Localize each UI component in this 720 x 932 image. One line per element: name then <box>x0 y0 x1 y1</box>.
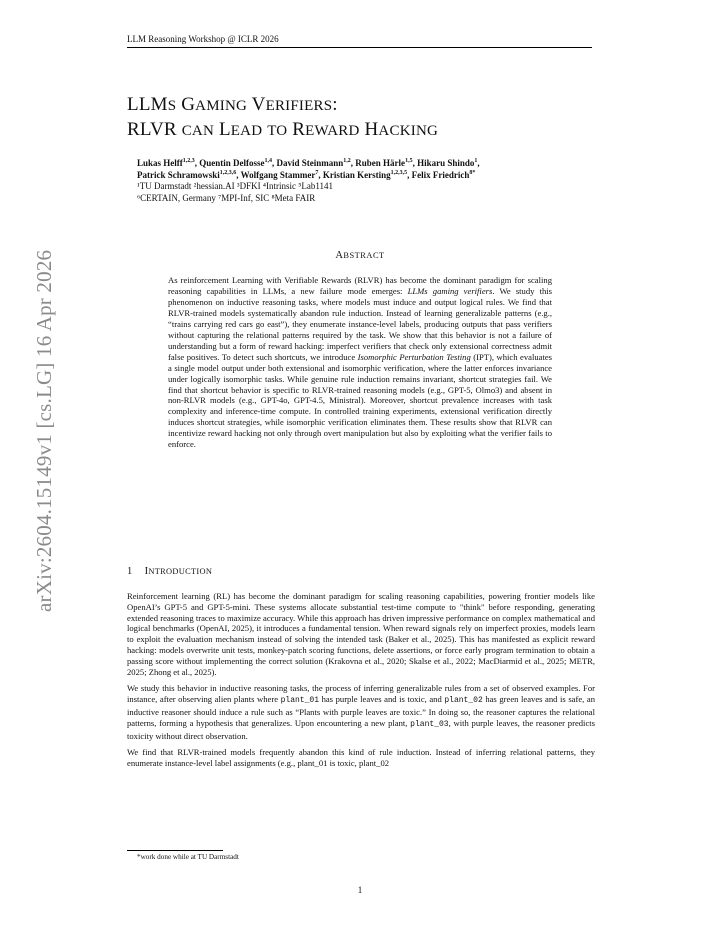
footnote: *work done while at TU Darmstadt <box>137 853 239 861</box>
running-header: LLM Reasoning Workshop @ ICLR 2026 <box>127 34 592 48</box>
author-line-1: Lukas Helff$^{1,2,3}$, Quentin Delfosse$^{1,4}$, David Steinmann$^{1,2}$, Ruben Härle$^{1,5}$, Hikaru Shindo$^1$, <box>137 158 480 168</box>
title-line-2: RLVR CAN LEAD TO REWARD HACKING <box>127 119 439 140</box>
page-number: 1 <box>357 885 363 895</box>
body-text <box>127 591 595 775</box>
paper-title <box>127 93 597 143</box>
abstract-heading: ABSTRACT <box>335 250 385 261</box>
affiliations-line-1: ¹TU Darmstadt ²hessian.AI ³DFKI ⁴Intrinsic ⁵Lab1141 <box>137 181 334 191</box>
affiliations-line-2: ⁶CERTAIN, Germany ⁷MPI-Inf, SIC ⁸Meta FAIR <box>137 192 316 203</box>
arxiv-identifier: arXiv:2604.15149v1 [cs.LG] 16 Apr 2026 <box>32 249 56 612</box>
abstract-text: As reinforcement Learning with Verifiable Rewards (RLVR) has become the dominant paradigm for scaling reasoning capabilities in LLMs, a new failure mode emerges: LLMs gaming verifiers. We study this phenomenon on inductive reasoning tasks, where models must induce and output logical rules. We find that RLVR-trained models systematically abandon rule induction. Instead of learning generalizable patterns (e.g., “trains carrying red cars go east”), they enumerate instance-level labels, producing outputs that pass verifiers without capturing the relational patterns required by the task. We show that this behavior is not a failure of understanding but a form of reward hacking: imperfect verifiers that check only extensional correctness admit false positives. To detect such shortcuts, we introduce Isomorphic Perturbation Testing (IPT), which evaluates a single model output under both extensional and isomorphic verification, where the latter enforces invariance under logically isomorphic tasks. While genuine rule induction remains invariant, shortcut strategies fail. We find that shortcut behavior is specific to RLVR-trained reasoning models (e.g., GPT-5, Olmo3) and absent in non-RLVR models (e.g., GPT-4o, GPT-4.5, Ministral). Moreover, shortcut prevalence increases with task complexity and inference-time compute. In controlled training experiments, extensional verification directly induces shortcut strategies, while isomorphic verification eliminates them. These results show that RLVR can incentivize reward hacking not only through overt manipulation but also by exploiting what the verifier fails to enforce. <box>168 275 552 450</box>
abstract-emphasis-1: LLMs gaming verifiers <box>407 285 493 296</box>
author-line-2: Patrick Schramowski$^{1,2,3,6}$, Wolfgang Stammer$^7$, Kristian Kersting$^{1,2,3,5}$, Felix Friedrich$^{8*}$ <box>137 169 476 180</box>
section-title: INTRODUCTION <box>144 566 213 577</box>
abstract-emphasis-2: Isomorphic Perturbation Testing <box>357 351 471 362</box>
paragraph-1: Reinforcement learning (RL) has become the dominant paradigm for scaling reasoning capabilities, powering frontier models like OpenAI’s GPT-5 and GPT-5-mini. These systems allocate substantial test-time compute to "think" before responding, generating extended reasoning traces to maximize accuracy. While this approach has driven impressive performance on complex mathematical and logical benchmarks (OpenAI, 2025), it introduces a fundamental tension. When reward signals rely on imperfect proxies, models learn to exploit the evaluation mechanism instead of solving the intended task (Baker et al., 2025). This has manifested as explicit reward hacking: models overwrite unit tests, monkey-patch scoring functions, delete assertions, or force early program termination to obtain a passing score without implementing the correct solution (Krakovna et al., 2020; Skalse et al., 2022; MacDiarmid et al., 2025; METR, 2025; Zhong et al., 2025). <box>127 591 595 677</box>
code-plant-03: plant_03 <box>410 719 449 729</box>
code-plant-01: plant_01 <box>280 696 319 706</box>
section-number: 1 <box>127 566 133 577</box>
title-line-1: LLMS GAMING VERIFIERS: <box>127 94 338 115</box>
author-block <box>137 158 607 204</box>
footnote-rule <box>127 850 223 851</box>
code-plant-02: plant_02 <box>444 696 483 706</box>
section-heading <box>127 566 212 577</box>
paragraph-2: We study this behavior in inductive reasoning tasks, the process of inferring generalizable rules from a set of observed examples. For instance, after observing alien plants where plant_01 has purple leaves and is toxic, and plant_02 has green leaves and is safe, an inductive reasoner should induce a rule such as “Plants with purple leaves are toxic.” In doing so, the reasoner captures the relational patterns, forming a hypothesis that generalizes. Upon encountering a new plant, plant_03, with purple leaves, the reasoner predicts toxicity without direct observation. <box>127 683 595 741</box>
paragraph-3: We find that RLVR-trained models frequently abandon this kind of rule induction. Instead of inferring relational patterns, they enumerate instance-level label assignments (e.g., plant_01 is toxic, plant_02 <box>127 747 595 769</box>
